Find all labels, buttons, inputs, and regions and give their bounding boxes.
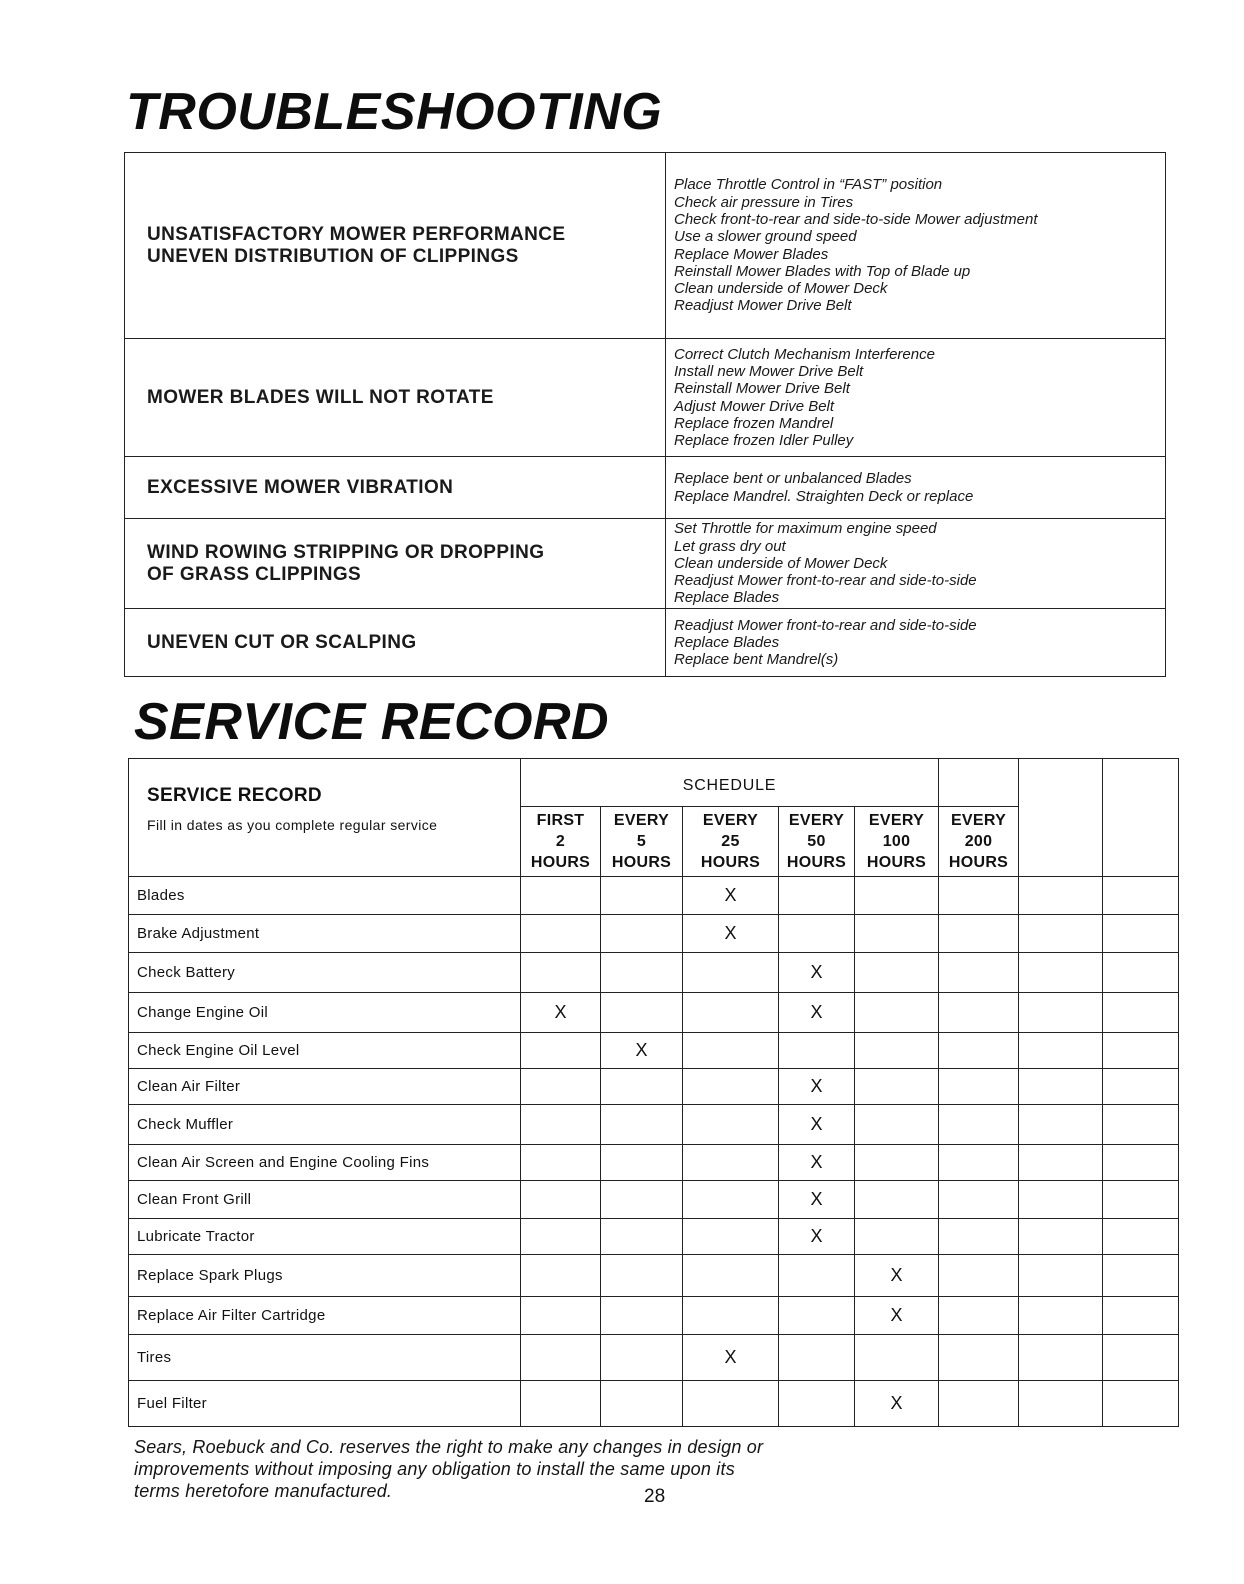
schedule-cell — [1103, 1335, 1179, 1381]
schedule-cell — [683, 993, 779, 1033]
schedule-cell — [779, 1033, 855, 1069]
service-item-name: Check Engine Oil Level — [129, 1033, 521, 1069]
schedule-column-header — [855, 807, 939, 877]
remedy-line: Replace Mandrel. Straighten Deck or replace — [674, 487, 974, 505]
schedule-cell — [855, 1033, 939, 1069]
schedule-cell — [855, 1105, 939, 1145]
service-record-header-subtitle: Fill in dates as you complete regular service — [147, 817, 438, 833]
remedy-line: Replace Blades — [674, 589, 780, 607]
remedy-line: Replace bent or unbalanced Blades — [674, 470, 912, 488]
service-item-row — [129, 1255, 1179, 1297]
schedule-cell — [601, 1255, 683, 1297]
column-header-line: EVERY — [950, 812, 1007, 829]
schedule-cell — [1103, 1105, 1179, 1145]
service-item-row — [129, 1219, 1179, 1255]
schedule-cell — [683, 1105, 779, 1145]
service-record-header-title: SERVICE RECORD — [147, 785, 322, 806]
schedule-cell — [521, 1181, 601, 1219]
schedule-cell — [521, 1255, 601, 1297]
service-item-name: Check Muffler — [129, 1105, 521, 1145]
service-item-row — [129, 1381, 1179, 1427]
service-item-row — [129, 953, 1179, 993]
schedule-cell — [601, 1033, 683, 1069]
column-header-line: EVERY — [788, 812, 845, 829]
schedule-cell — [1019, 1181, 1103, 1219]
blank-header-cell — [1103, 759, 1179, 877]
schedule-cell — [779, 1335, 855, 1381]
remedy-line: Replace bent Mandrel(s) — [674, 651, 839, 669]
problem-cell — [125, 153, 666, 339]
schedule-cell — [601, 877, 683, 915]
schedule-cell — [521, 1297, 601, 1335]
remedy-cell — [666, 457, 1166, 519]
schedule-cell — [855, 1255, 939, 1297]
remedy-line: Check air pressure in Tires — [674, 193, 854, 211]
column-header-line: 2 — [555, 833, 566, 850]
remedy-line: Readjust Mower Drive Belt — [674, 297, 852, 315]
schedule-cell — [1019, 1381, 1103, 1427]
schedule-cell — [521, 1105, 601, 1145]
problem-line: MOWER BLADES WILL NOT ROTATE — [147, 386, 494, 408]
schedule-cell — [855, 1381, 939, 1427]
schedule-cell — [683, 1297, 779, 1335]
schedule-cell — [601, 915, 683, 953]
remedy-line: Reinstall Mower Blades with Top of Blade up — [674, 262, 971, 280]
schedule-cell — [683, 1069, 779, 1105]
troubleshooting-table — [124, 152, 1166, 677]
service-item-name: Clean Front Grill — [129, 1181, 521, 1219]
problem-cell — [125, 519, 666, 609]
schedule-cell — [601, 1219, 683, 1255]
schedule-cell — [1019, 1069, 1103, 1105]
schedule-column-header — [521, 807, 601, 877]
schedule-cell — [1019, 1219, 1103, 1255]
schedule-cell — [855, 1219, 939, 1255]
remedy-cell — [666, 153, 1166, 339]
schedule-cell — [939, 1219, 1019, 1255]
column-header-line: 200 — [964, 833, 993, 850]
schedule-cell — [1103, 1297, 1179, 1335]
schedule-cell — [521, 1033, 601, 1069]
schedule-cell — [601, 1297, 683, 1335]
schedule-cell — [855, 953, 939, 993]
schedule-cell — [855, 1069, 939, 1105]
schedule-cell — [1103, 953, 1179, 993]
schedule-mark: X — [810, 1076, 823, 1096]
schedule-cell — [601, 1335, 683, 1381]
schedule-cell — [601, 1069, 683, 1105]
schedule-cell — [601, 1381, 683, 1427]
service-record-header — [129, 759, 521, 877]
service-item-name: Clean Air Screen and Engine Cooling Fins — [129, 1145, 521, 1181]
schedule-cell — [779, 1181, 855, 1219]
service-item-row — [129, 1335, 1179, 1381]
schedule-cell — [939, 993, 1019, 1033]
problem-line: UNSATISFACTORY MOWER PERFORMANCE — [147, 223, 566, 245]
service-record-title: SERVICE RECORD — [134, 693, 610, 751]
troubleshooting-row — [125, 153, 1166, 339]
remedy-line: Install new Mower Drive Belt — [674, 362, 864, 380]
footer-line: improvements without imposing any obligation to install the same upon its — [134, 1459, 735, 1479]
column-header-line: HOURS — [866, 854, 927, 871]
blank-header-cell — [1019, 759, 1103, 877]
schedule-cell — [1103, 1145, 1179, 1181]
schedule-cell — [1019, 993, 1103, 1033]
schedule-cell — [1019, 953, 1103, 993]
remedy-line: Replace Mower Blades — [674, 245, 829, 263]
schedule-cell — [779, 915, 855, 953]
schedule-cell — [779, 1381, 855, 1427]
schedule-cell — [939, 1069, 1019, 1105]
schedule-cell — [683, 1181, 779, 1219]
schedule-mark: X — [810, 1114, 823, 1134]
schedule-cell — [1019, 1145, 1103, 1181]
schedule-cell — [1103, 1069, 1179, 1105]
schedule-cell — [939, 953, 1019, 993]
schedule-mark: X — [724, 923, 737, 943]
schedule-cell — [1103, 915, 1179, 953]
remedy-line: Replace Blades — [674, 633, 780, 651]
remedy-line: Clean underside of Mower Deck — [674, 280, 888, 298]
service-item-name: Replace Air Filter Cartridge — [129, 1297, 521, 1335]
schedule-cell — [1103, 1381, 1179, 1427]
schedule-cell — [1019, 1105, 1103, 1145]
schedule-mark: X — [810, 1002, 823, 1022]
schedule-cell — [939, 1381, 1019, 1427]
remedy-line: Readjust Mower front-to-rear and side-to-side — [674, 616, 977, 634]
schedule-cell — [1019, 1297, 1103, 1335]
schedule-cell — [521, 1335, 601, 1381]
schedule-cell — [779, 1145, 855, 1181]
schedule-cell — [683, 877, 779, 915]
remedy-cell — [666, 609, 1166, 677]
remedy-line: Clean underside of Mower Deck — [674, 554, 888, 572]
service-item-row — [129, 1105, 1179, 1145]
schedule-cell — [521, 1381, 601, 1427]
service-item-name: Check Battery — [129, 953, 521, 993]
schedule-cell — [1019, 915, 1103, 953]
column-header-line: EVERY — [613, 812, 670, 829]
schedule-cell — [683, 915, 779, 953]
service-item-name: Blades — [129, 877, 521, 915]
schedule-cell — [683, 1335, 779, 1381]
remedy-line: Replace frozen Idler Pulley — [674, 432, 854, 450]
remedy-line: Set Throttle for maximum engine speed — [674, 520, 937, 538]
schedule-mark: X — [724, 885, 737, 905]
problem-line: UNEVEN CUT OR SCALPING — [147, 631, 417, 653]
schedule-cell — [855, 1335, 939, 1381]
remedy-line: Correct Clutch Mechanism Interference — [674, 345, 935, 363]
schedule-cell — [939, 1145, 1019, 1181]
schedule-cell — [683, 1145, 779, 1181]
schedule-cell — [1019, 1255, 1103, 1297]
column-header-line: HOURS — [611, 854, 672, 871]
service-item-name: Lubricate Tractor — [129, 1219, 521, 1255]
schedule-mark: X — [810, 1189, 823, 1209]
schedule-cell — [683, 1219, 779, 1255]
schedule-cell — [601, 1105, 683, 1145]
column-header-line: HOURS — [786, 854, 847, 871]
service-item-name: Replace Spark Plugs — [129, 1255, 521, 1297]
schedule-mark: X — [890, 1393, 903, 1413]
schedule-cell — [1103, 993, 1179, 1033]
troubleshooting-row — [125, 339, 1166, 457]
service-record-table — [128, 758, 1179, 1427]
schedule-mark: X — [554, 1002, 567, 1022]
schedule-cell — [939, 915, 1019, 953]
problem-line: EXCESSIVE MOWER VIBRATION — [147, 476, 454, 498]
schedule-cell — [1103, 1219, 1179, 1255]
remedy-line: Replace frozen Mandrel — [674, 414, 834, 432]
schedule-mark: X — [890, 1265, 903, 1285]
schedule-cell — [939, 1297, 1019, 1335]
service-item-row — [129, 1033, 1179, 1069]
schedule-cell — [855, 915, 939, 953]
schedule-cell — [683, 1033, 779, 1069]
remedy-line: Let grass dry out — [674, 537, 786, 555]
troubleshooting-row — [125, 457, 1166, 519]
schedule-cell — [1103, 1181, 1179, 1219]
footer-line: Sears, Roebuck and Co. reserves the right to make any changes in design or — [134, 1437, 764, 1457]
remedy-line: Check front-to-rear and side-to-side Mower adjustment — [674, 210, 1038, 228]
schedule-cell — [855, 1297, 939, 1335]
schedule-mark: X — [810, 1226, 823, 1246]
schedule-cell — [601, 1181, 683, 1219]
schedule-cell — [521, 953, 601, 993]
column-header-line: 50 — [807, 833, 826, 850]
page-number: 28 — [644, 1486, 666, 1507]
schedule-column-header — [601, 807, 683, 877]
schedule-cell — [939, 1255, 1019, 1297]
schedule-cell — [779, 1105, 855, 1145]
schedule-cell — [939, 877, 1019, 915]
problem-cell — [125, 339, 666, 457]
service-item-name: Tires — [129, 1335, 521, 1381]
schedule-cell — [939, 1033, 1019, 1069]
footer-disclaimer — [134, 1436, 763, 1502]
schedule-cell — [683, 1255, 779, 1297]
schedule-cell — [521, 1069, 601, 1105]
schedule-cell — [939, 1335, 1019, 1381]
schedule-cell — [1019, 1335, 1103, 1381]
schedule-column-header — [683, 807, 779, 877]
schedule-cell — [779, 993, 855, 1033]
schedule-mark: X — [810, 962, 823, 982]
service-item-row — [129, 1297, 1179, 1335]
schedule-cell — [855, 1181, 939, 1219]
remedy-line: Readjust Mower front-to-rear and side-to-side — [674, 572, 977, 590]
column-header-line: 100 — [882, 833, 911, 850]
service-item-name: Fuel Filter — [129, 1381, 521, 1427]
service-item-name: Clean Air Filter — [129, 1069, 521, 1105]
column-header-line: EVERY — [868, 812, 925, 829]
troubleshooting-row — [125, 609, 1166, 677]
service-item-row — [129, 1069, 1179, 1105]
schedule-cell — [601, 993, 683, 1033]
problem-cell — [125, 457, 666, 519]
schedule-mark: X — [635, 1040, 648, 1060]
schedule-cell — [779, 1069, 855, 1105]
schedule-cell — [779, 953, 855, 993]
remedy-line: Reinstall Mower Drive Belt — [674, 380, 850, 398]
schedule-cell — [1103, 1033, 1179, 1069]
blank-header-cell — [939, 759, 1019, 807]
schedule-cell — [601, 1145, 683, 1181]
schedule-cell — [855, 877, 939, 915]
column-header-line: HOURS — [530, 854, 591, 871]
schedule-column-header — [939, 807, 1019, 877]
schedule-cell — [683, 1381, 779, 1427]
schedule-cell — [1103, 877, 1179, 915]
troubleshooting-title: TROUBLESHOOTING — [126, 83, 663, 141]
schedule-cell — [855, 993, 939, 1033]
schedule-cell — [521, 993, 601, 1033]
schedule-cell — [779, 1219, 855, 1255]
problem-line: UNEVEN DISTRIBUTION OF CLIPPINGS — [147, 245, 519, 267]
schedule-cell — [939, 1181, 1019, 1219]
schedule-cell — [601, 953, 683, 993]
schedule-cell — [1019, 877, 1103, 915]
schedule-cell — [1019, 1033, 1103, 1069]
schedule-label: SCHEDULE — [521, 759, 939, 807]
service-item-row — [129, 1145, 1179, 1181]
remedy-line: Use a slower ground speed — [674, 228, 857, 246]
column-header-line: EVERY — [702, 812, 759, 829]
problem-line: OF GRASS CLIPPINGS — [147, 563, 362, 585]
schedule-cell — [779, 1255, 855, 1297]
schedule-cell — [779, 877, 855, 915]
schedule-mark: X — [810, 1152, 823, 1172]
column-header-line: HOURS — [700, 854, 761, 871]
schedule-cell — [779, 1297, 855, 1335]
problem-cell — [125, 609, 666, 677]
schedule-column-header — [779, 807, 855, 877]
service-item-row — [129, 877, 1179, 915]
problem-line: WIND ROWING STRIPPING OR DROPPING — [147, 541, 545, 563]
service-item-name: Brake Adjustment — [129, 915, 521, 953]
service-item-row — [129, 915, 1179, 953]
column-header-line: 5 — [636, 833, 647, 850]
schedule-mark: X — [724, 1347, 737, 1367]
column-header-line: HOURS — [948, 854, 1009, 871]
footer-line: terms heretofore manufactured. — [134, 1481, 393, 1501]
schedule-cell — [521, 1219, 601, 1255]
schedule-cell — [521, 877, 601, 915]
remedy-cell — [666, 339, 1166, 457]
schedule-cell — [939, 1105, 1019, 1145]
schedule-mark: X — [890, 1305, 903, 1325]
remedy-cell — [666, 519, 1166, 609]
schedule-cell — [855, 1145, 939, 1181]
schedule-cell — [521, 915, 601, 953]
remedy-line: Adjust Mower Drive Belt — [674, 397, 835, 415]
column-header-line: 25 — [721, 833, 740, 850]
service-item-name: Change Engine Oil — [129, 993, 521, 1033]
service-item-row — [129, 993, 1179, 1033]
schedule-cell — [1103, 1255, 1179, 1297]
service-item-row — [129, 1181, 1179, 1219]
schedule-cell — [683, 953, 779, 993]
remedy-line: Place Throttle Control in “FAST” position — [674, 176, 943, 194]
column-header-line: FIRST — [536, 812, 585, 829]
schedule-cell — [521, 1145, 601, 1181]
troubleshooting-row — [125, 519, 1166, 609]
